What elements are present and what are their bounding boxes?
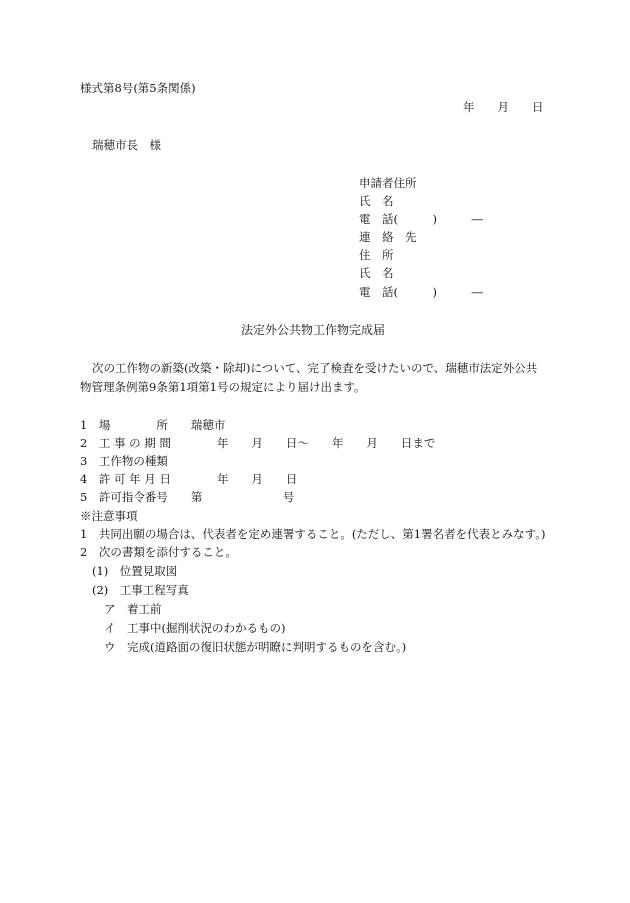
note-2: 2 次の書類を添付すること。 bbox=[80, 545, 237, 559]
addressee: 瑞穂市長 様 bbox=[92, 138, 161, 152]
note-2-sub-1: (1) 位置見取図 bbox=[92, 564, 178, 578]
note-2-sub-2: (2) 工事工程写真 bbox=[92, 583, 189, 597]
applicant-phone-label: 電 話( ) ― bbox=[359, 212, 483, 226]
applicant-address-label: 申請者住所 bbox=[359, 176, 417, 190]
notes-heading: ※注意事項 bbox=[80, 509, 138, 523]
form-number: 様式第8号(第5条関係) bbox=[80, 81, 196, 95]
date-line: 年 月 日 bbox=[463, 100, 544, 114]
contact-name-label: 氏 名 bbox=[359, 266, 394, 280]
note-2-sub-2-i: イ 工事中(掘削状況のわかるもの) bbox=[104, 621, 286, 635]
contact-address-label: 住 所 bbox=[359, 248, 394, 262]
note-1: 1 共同出願の場合は、代表者を定め連署すること。(ただし、第1署名者を代表とみなす。) bbox=[80, 527, 546, 541]
applicant-name-label: 氏 名 bbox=[359, 194, 394, 208]
document-title: 法定外公共物工作物完成届 bbox=[241, 323, 386, 337]
contact-label: 連 絡 先 bbox=[359, 230, 417, 244]
item-permit-date: 4 許 可 年 月 日 年 月 日 bbox=[80, 472, 298, 486]
item-permit-number: 5 許可指令番号 第 号 bbox=[80, 490, 295, 504]
item-type: 3 工作物の種類 bbox=[80, 454, 168, 468]
note-2-sub-2-u: ウ 完成(道路面の復旧状態が明瞭に判明するものを含む。) bbox=[104, 640, 407, 654]
body-line-2: 物管理条例第9条第1項第1号の規定により届け出ます。 bbox=[80, 380, 366, 394]
body-line-1: 次の工作物の新築(改築・除却)について、完了検査を受けたいので、瑞穂市法定外公共 bbox=[92, 361, 538, 375]
contact-phone-label: 電 話( ) ― bbox=[359, 285, 483, 299]
item-location: 1 場 所 瑞穂市 bbox=[80, 418, 226, 432]
item-period: 2 工 事 の 期 間 年 月 日～ 年 月 日まで bbox=[80, 436, 436, 450]
note-2-sub-2-a: ア 着工前 bbox=[104, 602, 162, 616]
